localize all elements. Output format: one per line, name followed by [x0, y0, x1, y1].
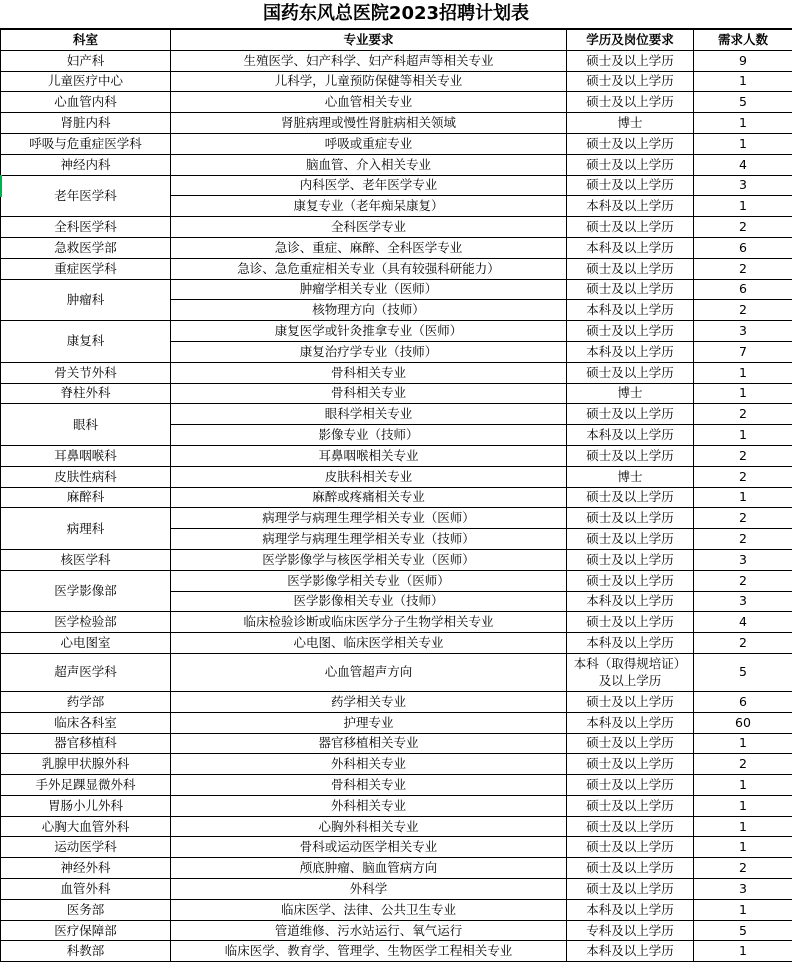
cell-count[interactable]: 3	[694, 549, 792, 570]
cell-edu[interactable]: 本科及以上学历	[567, 196, 694, 217]
cell-edu[interactable]: 硕士及以上学历	[567, 175, 694, 196]
cell-edu[interactable]: 硕士及以上学历	[567, 71, 694, 92]
cell-count[interactable]: 1	[694, 383, 792, 404]
cell-dept[interactable]: 妇产科	[1, 50, 171, 71]
cell-dept[interactable]: 全科医学科	[1, 217, 171, 238]
cell-major[interactable]: 康复治疗学专业（技师）	[171, 341, 567, 362]
cell-edu[interactable]: 硕士及以上学历	[567, 487, 694, 508]
cell-dept[interactable]: 超声医学科	[1, 653, 171, 691]
cell-major[interactable]: 脑血管、介入相关专业	[171, 154, 567, 175]
cell-dept[interactable]: 神经内科	[1, 154, 171, 175]
cell-count[interactable]: 1	[694, 425, 792, 446]
header-major: 专业要求	[171, 30, 567, 51]
table-row	[1, 50, 792, 71]
cell-major[interactable]: 心胸外科相关专业	[171, 816, 567, 837]
cell-edu[interactable]: 硕士及以上学历	[567, 691, 694, 712]
cell-edu[interactable]: 硕士及以上学历	[567, 92, 694, 113]
table-row	[1, 279, 792, 300]
cell-count[interactable]: 2	[694, 404, 792, 425]
cell-count[interactable]: 1	[694, 775, 792, 796]
cell-edu[interactable]: 硕士及以上学历	[567, 612, 694, 633]
cell-major[interactable]: 康复医学或针灸推拿专业（医师）	[171, 321, 567, 342]
cell-edu[interactable]: 硕士及以上学历	[567, 858, 694, 879]
cell-dept[interactable]: 老年医学科	[1, 175, 171, 217]
cell-major[interactable]: 医学影像学相关专业（医师）	[171, 570, 567, 591]
cell-count[interactable]: 9	[694, 50, 792, 71]
table-row	[1, 71, 792, 92]
cell-dept[interactable]: 心血管内科	[1, 92, 171, 113]
header-row	[1, 30, 792, 51]
header-edu: 学历及岗位要求	[567, 30, 694, 51]
cell-major[interactable]: 儿科学，儿童预防保健等相关专业	[171, 71, 567, 92]
cell-count[interactable]: 7	[694, 341, 792, 362]
table-row	[1, 612, 792, 633]
cell-count[interactable]: 1	[694, 362, 792, 383]
cell-count[interactable]: 2	[694, 529, 792, 550]
cell-edu[interactable]: 硕士及以上学历	[567, 279, 694, 300]
cell-edu[interactable]: 硕士及以上学历	[567, 795, 694, 816]
cell-count[interactable]: 1	[694, 795, 792, 816]
cell-edu[interactable]: 本科及以上学历	[567, 712, 694, 733]
cell-major[interactable]: 颅底肿瘤、脑血管病方向	[171, 858, 567, 879]
table-row	[1, 383, 792, 404]
cell-edu[interactable]: 博士	[567, 466, 694, 487]
cell-count[interactable]: 2	[694, 466, 792, 487]
cell-dept[interactable]: 眼科	[1, 404, 171, 446]
cell-dept[interactable]: 科教部	[1, 941, 171, 962]
cell-dept[interactable]: 肾脏内科	[1, 113, 171, 134]
table-row	[1, 653, 792, 691]
table-row	[1, 858, 792, 879]
cell-major[interactable]: 眼科学相关专业	[171, 404, 567, 425]
table-row	[1, 466, 792, 487]
cell-major[interactable]: 骨科或运动医学相关专业	[171, 837, 567, 858]
cell-major[interactable]: 呼吸或重症专业	[171, 133, 567, 154]
table-row	[1, 362, 792, 383]
cell-dept[interactable]: 骨关节外科	[1, 362, 171, 383]
cell-edu[interactable]: 硕士及以上学历	[567, 529, 694, 550]
cell-major[interactable]: 病理学与病理生理学相关专业（医师）	[171, 508, 567, 529]
cell-major[interactable]: 管道维修、污水站运行、氧气运行	[171, 920, 567, 941]
cell-count[interactable]: 3	[694, 175, 792, 196]
table-row	[1, 175, 792, 196]
cell-count[interactable]: 1	[694, 71, 792, 92]
cell-edu[interactable]: 硕士及以上学历	[567, 404, 694, 425]
cell-major[interactable]: 肾脏病理或慢性肾脏病相关领域	[171, 113, 567, 134]
cell-dept[interactable]: 心胸大血管外科	[1, 816, 171, 837]
cell-count[interactable]: 2	[694, 754, 792, 775]
table-row	[1, 816, 792, 837]
cell-dept[interactable]: 病理科	[1, 508, 171, 550]
cell-dept[interactable]: 肿瘤科	[1, 279, 171, 321]
cell-count[interactable]: 4	[694, 154, 792, 175]
table-row	[1, 775, 792, 796]
table-row	[1, 508, 792, 529]
cell-count[interactable]: 3	[694, 879, 792, 900]
cell-count[interactable]: 1	[694, 113, 792, 134]
cell-count[interactable]: 1	[694, 899, 792, 920]
cell-count[interactable]: 1	[694, 837, 792, 858]
table-body	[1, 50, 792, 961]
cell-dept[interactable]: 耳鼻咽喉科	[1, 445, 171, 466]
table-row	[1, 258, 792, 279]
table-row	[1, 321, 792, 342]
cell-count[interactable]: 60	[694, 712, 792, 733]
cell-edu[interactable]: 硕士及以上学历	[567, 362, 694, 383]
cell-major[interactable]: 肿瘤学相关专业（医师）	[171, 279, 567, 300]
cell-major[interactable]: 皮肤科相关专业	[171, 466, 567, 487]
table-row	[1, 154, 792, 175]
table-row	[1, 754, 792, 775]
cell-edu[interactable]: 硕士及以上学历	[567, 217, 694, 238]
cell-edu[interactable]: 硕士及以上学历	[567, 258, 694, 279]
cell-dept[interactable]: 脊柱外科	[1, 383, 171, 404]
cell-major[interactable]: 麻醉或疼痛相关专业	[171, 487, 567, 508]
cell-edu[interactable]: 硕士及以上学历	[567, 837, 694, 858]
cell-count[interactable]: 3	[694, 321, 792, 342]
cell-edu[interactable]: 硕士及以上学历	[567, 775, 694, 796]
cell-edu[interactable]: 硕士及以上学历	[567, 133, 694, 154]
cell-major[interactable]: 骨科相关专业	[171, 362, 567, 383]
cell-major[interactable]: 心血管超声方向	[171, 653, 567, 691]
cell-count[interactable]: 1	[694, 941, 792, 962]
cell-dept[interactable]: 康复科	[1, 321, 171, 363]
table-row	[1, 691, 792, 712]
table-row	[1, 633, 792, 654]
cell-major[interactable]: 内科医学、老年医学专业	[171, 175, 567, 196]
cell-dept[interactable]: 医疗保障部	[1, 920, 171, 941]
cell-edu[interactable]: 本科及以上学历	[567, 341, 694, 362]
cell-count[interactable]: 3	[694, 591, 792, 612]
cell-major[interactable]: 心血管相关专业	[171, 92, 567, 113]
cell-dept[interactable]: 乳腺甲状腺外科	[1, 754, 171, 775]
cell-major[interactable]: 全科医学专业	[171, 217, 567, 238]
cell-count[interactable]: 2	[694, 300, 792, 321]
table-row	[1, 837, 792, 858]
recruitment-table	[0, 29, 792, 962]
cell-major[interactable]: 临床医学、法律、公共卫生专业	[171, 899, 567, 920]
cell-edu[interactable]: 硕士及以上学历	[567, 50, 694, 71]
cell-major[interactable]: 医学影像学与核医学相关专业（医师）	[171, 549, 567, 570]
cell-dept[interactable]: 医学检验部	[1, 612, 171, 633]
cell-edu[interactable]: 硕士及以上学历	[567, 445, 694, 466]
cell-edu[interactable]: 专科及以上学历	[567, 920, 694, 941]
table-row	[1, 549, 792, 570]
table-row	[1, 733, 792, 754]
cell-major[interactable]: 临床医学、教育学、管理学、生物医学工程相关专业	[171, 941, 567, 962]
table-row	[1, 113, 792, 134]
table-row	[1, 879, 792, 900]
cell-edu[interactable]: 硕士及以上学历	[567, 754, 694, 775]
cell-dept[interactable]: 心电图室	[1, 633, 171, 654]
cell-major[interactable]: 医学影像相关专业（技师）	[171, 591, 567, 612]
cell-major[interactable]: 康复专业（老年痴呆康复）	[171, 196, 567, 217]
table-row	[1, 92, 792, 113]
cell-count[interactable]: 1	[694, 816, 792, 837]
table-row	[1, 487, 792, 508]
cell-edu[interactable]: 博士	[567, 383, 694, 404]
cell-edu[interactable]: 硕士及以上学历	[567, 508, 694, 529]
cell-dept[interactable]: 器官移植科	[1, 733, 171, 754]
cell-edu[interactable]: 硕士及以上学历	[567, 154, 694, 175]
cell-dept[interactable]: 手外足踝显微外科	[1, 775, 171, 796]
sheet-title: 国药东风总医院2023招聘计划表	[0, 0, 792, 29]
cell-edu[interactable]: 本科及以上学历	[567, 591, 694, 612]
cell-dept[interactable]: 急救医学部	[1, 237, 171, 258]
cell-count[interactable]: 2	[694, 570, 792, 591]
cell-dept[interactable]: 胃肠小儿外科	[1, 795, 171, 816]
cell-count[interactable]: 6	[694, 279, 792, 300]
table-row	[1, 795, 792, 816]
cell-edu[interactable]: 本科及以上学历	[567, 425, 694, 446]
cell-major[interactable]: 急诊、重症、麻醉、全科医学专业	[171, 237, 567, 258]
table-row	[1, 404, 792, 425]
cell-major[interactable]: 骨科相关专业	[171, 775, 567, 796]
cell-edu[interactable]: 硕士及以上学历	[567, 879, 694, 900]
cell-major[interactable]: 护理专业	[171, 712, 567, 733]
cell-edu[interactable]: 本科及以上学历	[567, 899, 694, 920]
cell-count[interactable]: 2	[694, 217, 792, 238]
cell-dept[interactable]: 皮肤性病科	[1, 466, 171, 487]
cell-edu[interactable]: 本科及以上学历	[567, 633, 694, 654]
table-row	[1, 133, 792, 154]
cell-count[interactable]: 2	[694, 633, 792, 654]
table-row	[1, 570, 792, 591]
cell-dept[interactable]: 医学影像部	[1, 570, 171, 612]
cell-dept[interactable]: 药学部	[1, 691, 171, 712]
header-count: 需求人数	[694, 30, 792, 51]
cell-major[interactable]: 临床检验诊断或临床医学分子生物学相关专业	[171, 612, 567, 633]
cell-count[interactable]: 2	[694, 508, 792, 529]
cell-dept[interactable]: 神经外科	[1, 858, 171, 879]
cell-dept[interactable]: 核医学科	[1, 549, 171, 570]
cell-count[interactable]: 5	[694, 920, 792, 941]
cell-count[interactable]: 1	[694, 733, 792, 754]
cell-count[interactable]: 6	[694, 237, 792, 258]
cell-major[interactable]: 影像专业（技师）	[171, 425, 567, 446]
cell-edu[interactable]: 本科（取得规培证）及以上学历	[567, 653, 694, 691]
cell-edu[interactable]: 硕士及以上学历	[567, 816, 694, 837]
cell-edu[interactable]: 本科及以上学历	[567, 300, 694, 321]
cell-edu[interactable]: 博士	[567, 113, 694, 134]
cell-major[interactable]: 外科学	[171, 879, 567, 900]
cell-count[interactable]: 5	[694, 653, 792, 691]
cell-dept[interactable]: 儿童医疗中心	[1, 71, 171, 92]
cell-edu[interactable]: 硕士及以上学历	[567, 570, 694, 591]
table-row	[1, 237, 792, 258]
cell-major[interactable]: 外科相关专业	[171, 754, 567, 775]
cell-count[interactable]: 5	[694, 92, 792, 113]
cell-count[interactable]: 4	[694, 612, 792, 633]
table-row	[1, 712, 792, 733]
cell-count[interactable]: 1	[694, 196, 792, 217]
cell-major[interactable]: 器官移植相关专业	[171, 733, 567, 754]
table-row	[1, 217, 792, 238]
cell-edu[interactable]: 硕士及以上学历	[567, 733, 694, 754]
cell-count[interactable]: 2	[694, 858, 792, 879]
header-dept: 科室	[1, 30, 171, 51]
cell-major[interactable]: 心电图、临床医学相关专业	[171, 633, 567, 654]
cell-dept[interactable]: 医务部	[1, 899, 171, 920]
cell-count[interactable]: 1	[694, 133, 792, 154]
cell-major[interactable]: 外科相关专业	[171, 795, 567, 816]
cell-edu[interactable]: 硕士及以上学历	[567, 321, 694, 342]
cell-dept[interactable]: 麻醉科	[1, 487, 171, 508]
cell-count[interactable]: 1	[694, 487, 792, 508]
table-row	[1, 899, 792, 920]
cell-count[interactable]: 2	[694, 258, 792, 279]
cell-major[interactable]: 核物理方向（技师）	[171, 300, 567, 321]
cell-edu[interactable]: 硕士及以上学历	[567, 549, 694, 570]
cell-dept[interactable]: 血管外科	[1, 879, 171, 900]
cell-edu[interactable]: 本科及以上学历	[567, 237, 694, 258]
cell-major[interactable]: 生殖医学、妇产科学、妇产科超声等相关专业	[171, 50, 567, 71]
cell-major[interactable]: 病理学与病理生理学相关专业（技师）	[171, 529, 567, 550]
cell-edu[interactable]: 本科及以上学历	[567, 941, 694, 962]
cell-major[interactable]: 急诊、急危重症相关专业（具有较强科研能力）	[171, 258, 567, 279]
cell-count[interactable]: 2	[694, 445, 792, 466]
cell-count[interactable]: 6	[694, 691, 792, 712]
table-row	[1, 445, 792, 466]
table-row	[1, 941, 792, 962]
cell-major[interactable]: 药学相关专业	[171, 691, 567, 712]
cell-major[interactable]: 耳鼻咽喉相关专业	[171, 445, 567, 466]
cell-major[interactable]: 骨科相关专业	[171, 383, 567, 404]
cell-dept[interactable]: 重症医学科	[1, 258, 171, 279]
cell-dept[interactable]: 运动医学科	[1, 837, 171, 858]
cell-dept[interactable]: 呼吸与危重症医学科	[1, 133, 171, 154]
table-row	[1, 920, 792, 941]
cell-dept[interactable]: 临床各科室	[1, 712, 171, 733]
selection-edge-mark	[0, 175, 2, 197]
